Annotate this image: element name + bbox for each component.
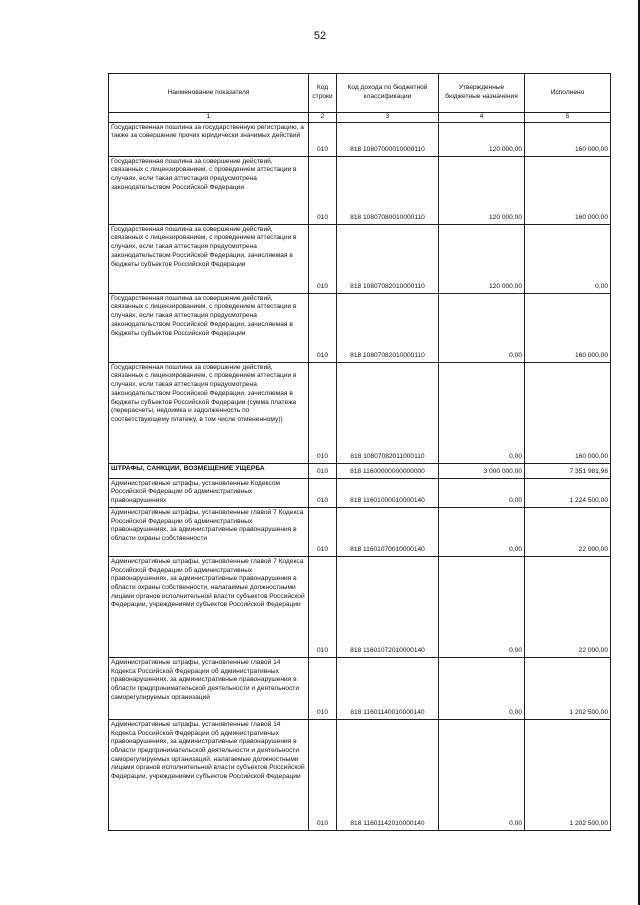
executed-amount: 160 000,00: [525, 293, 611, 362]
budget-code: 818 10807000010000110: [337, 122, 439, 156]
approved-amount: 0,00: [439, 293, 525, 362]
budget-code: 818 10807082011000110: [337, 362, 439, 463]
table-row: [109, 556, 611, 657]
line-code: 010: [309, 719, 337, 830]
indicator-name: ШТРАФЫ, САНКЦИИ, ВОЗМЕЩЕНИЕ УЩЕРБА: [109, 463, 309, 478]
approved-amount: 0,00: [439, 556, 525, 657]
header-executed: Исполнено: [525, 74, 611, 113]
table-row: [109, 122, 611, 156]
executed-amount: 160 000,00: [525, 122, 611, 156]
approved-amount: 120 000,00: [439, 156, 525, 224]
table-row: [109, 156, 611, 224]
indicator-name: Административные штрафы, установленные главой 7 Кодекса Российской Федерации об административных правонарушениях, за административные правонарушения в области охраны собственности: [109, 507, 309, 556]
header-budget-code: Код дохода по бюджетной классификации: [337, 74, 439, 113]
approved-amount: 0,00: [439, 657, 525, 719]
line-code: 010: [309, 657, 337, 719]
approved-amount: 3 000 000,00: [439, 463, 525, 478]
page-number: 52: [313, 30, 327, 42]
header-indicator-name: Наименование показателя: [109, 74, 309, 113]
executed-amount: 160 000,00: [525, 362, 611, 463]
column-number: 5: [525, 113, 611, 123]
column-number: 3: [337, 113, 439, 123]
budget-code: 818 11601140010000140: [337, 657, 439, 719]
table-row: [109, 657, 611, 719]
approved-amount: 0,00: [439, 719, 525, 830]
executed-amount: 22 000,00: [525, 556, 611, 657]
budget-code: 818 10807082010000110: [337, 224, 439, 293]
indicator-name: Административные штрафы, установленные главой 14 Кодекса Российской Федерации об административных правонарушениях, за административные правонарушения в области предпринимательской деятельности и деятельности саморегулируемых организаций: [109, 657, 309, 719]
budget-execution-table: [108, 73, 611, 831]
budget-code: 818 11601142010000140: [337, 719, 439, 830]
table-row: [109, 224, 611, 293]
executed-amount: 7 351 981,96: [525, 463, 611, 478]
line-code: 010: [309, 556, 337, 657]
executed-amount: 0,00: [525, 224, 611, 293]
approved-amount: 0,00: [439, 478, 525, 507]
line-code: 010: [309, 224, 337, 293]
approved-amount: 0,00: [439, 362, 525, 463]
table-row: [109, 362, 611, 463]
budget-code: 818 10807082010000110: [337, 293, 439, 362]
budget-code: 818 11601070010000140: [337, 507, 439, 556]
table-row: [109, 719, 611, 830]
indicator-name: Государственная пошлина за государственную регистрацию, а также за совершение прочих юридически значимых действий: [109, 122, 309, 156]
executed-amount: 160 000,00: [525, 156, 611, 224]
line-code: 010: [309, 293, 337, 362]
header-approved: Утвержденные бюджетные назначения: [439, 74, 525, 113]
column-number-row: [109, 113, 611, 123]
indicator-name: Государственная пошлина за совершение действий, связанных с лицензированием, с проведением аттестации в случаях, если такая аттестация предусмотрена законодательством Российской Федерации, зачисляемая в бюджеты субъектов Российской Федерации: [109, 224, 309, 293]
header-row: [109, 74, 611, 113]
indicator-name: Государственная пошлина за совершение действий, связанных с лицензированием, с проведением аттестации в случаях, если такая аттестация предусмотрена законодательством Российской Федерации, зачисляемая в бюджеты субъектов Российской Федерации (сумма платежа (перерасчеты, недоимка и задолженность по соответствующему платежу, в том числе отмененному)): [109, 362, 309, 463]
line-code: 010: [309, 362, 337, 463]
table-row: [109, 507, 611, 556]
line-code: 010: [309, 122, 337, 156]
line-code: 010: [309, 463, 337, 478]
column-number: 2: [309, 113, 337, 123]
indicator-name: Административные штрафы, установленные главой 7 Кодекса Российской Федерации об административных правонарушениях, за административные правонарушения в области охраны собственности, налагаемые должностными лицами органов исполнительной власти субъектов Российской Федерации, учреждениями субъектов Российской Федерации: [109, 556, 309, 657]
approved-amount: 120 000,00: [439, 224, 525, 293]
column-number: 4: [439, 113, 525, 123]
executed-amount: 1 202 500,00: [525, 657, 611, 719]
table-row: [109, 293, 611, 362]
indicator-name: Административные штрафы, установленные Кодексом Российской Федерации об административных правонарушениях: [109, 478, 309, 507]
indicator-name: Государственная пошлина за совершение действий, связанных с лицензированием, с проведением аттестации в случаях, если такая аттестация предусмотрена законодательством Российской Федерации, зачисляемая в бюджеты субъектов Российской Федерации: [109, 293, 309, 362]
budget-code: 818 11601000010000140: [337, 478, 439, 507]
approved-amount: 120 000,00: [439, 122, 525, 156]
line-code: 010: [309, 478, 337, 507]
line-code: 010: [309, 156, 337, 224]
indicator-name: Государственная пошлина за совершение действий, связанных с лицензированием, с проведением аттестации в случаях, если такая аттестация предусмотрена законодательством Российской Федерации: [109, 156, 309, 224]
column-number: 1: [109, 113, 309, 123]
budget-code: 818 11601072010000140: [337, 556, 439, 657]
line-code: 010: [309, 507, 337, 556]
table-row: [109, 463, 611, 478]
budget-code: 818 10807080010000110: [337, 156, 439, 224]
table-row: [109, 478, 611, 507]
approved-amount: 0,00: [439, 507, 525, 556]
executed-amount: 1 202 500,00: [525, 719, 611, 830]
executed-amount: 1 224 500,00: [525, 478, 611, 507]
budget-code: 818 11600000000000000: [337, 463, 439, 478]
header-line-code: Код строки: [309, 74, 337, 113]
executed-amount: 22 000,00: [525, 507, 611, 556]
indicator-name: Административные штрафы, установленные главой 14 Кодекса Российской Федерации об административных правонарушениях, за административные правонарушения в области предпринимательской деятельности и деятельности саморегулируемых организаций, налагаемые должностными лицами органов исполнительной власти субъектов Российской Федерации, учреждениями субъектов Российской Федерации: [109, 719, 309, 830]
